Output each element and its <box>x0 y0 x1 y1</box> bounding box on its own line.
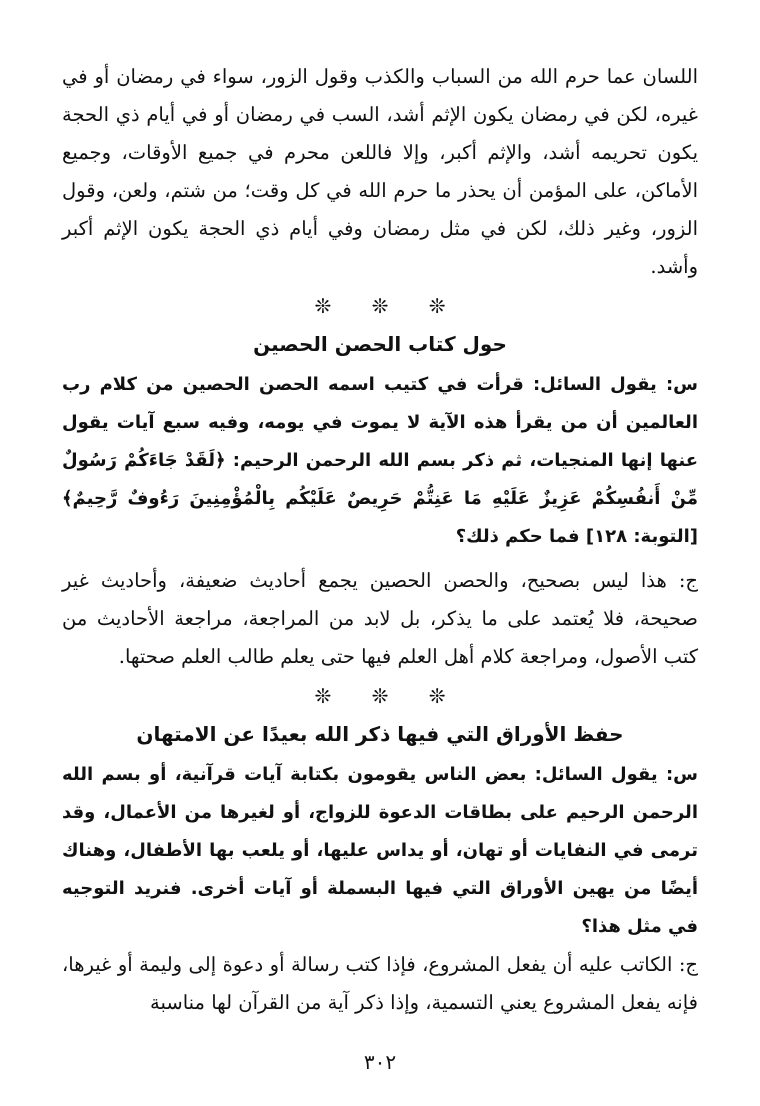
section-separator: ❊ ❊ ❊ <box>314 294 446 318</box>
section-heading-papers: حفظ الأوراق التي فيها ذكر الله بعيدًا عن الامتهان <box>136 722 624 746</box>
question-paragraph: س: يقول السائل: قرأت في كتيب اسمه الحصن الحصين من كلام رب العالمين أن من يقرأ هذه الآية لا يموت في يومه، وفيه سبع آيات يقول عنها إنها المنجيات، ثم ذكر بسم الله الرحمن الرحيم: ﴿لَقَدْ جَاءَكُمْ رَسُولٌ مِّنْ أَنفُسِكُمْ عَزِيزٌ عَلَيْهِ مَا عَنِتُّمْ حَرِيصٌ عَلَيْكُم بِالْمُؤْمِنِينَ رَءُوفٌ رَّحِيمٌ﴾ [التوبة: ١٢٨] فما حكم ذلك؟ <box>62 374 698 547</box>
question-paragraph: س: يقول السائل: بعض الناس يقومون بكتابة آيات قرآنية، أو بسم الله الرحمن الرحيم على بطاقات الدعوة للزواج، أو لغيرها من الأعمال، وقد ترمى في النفايات أو تهان، أو يداس عليها، أو يلعب بها الأطفال، وهناك أيضًا من يهين الأوراق التي فيها البسملة أو آيات أخرى. فنريد التوجيه في مثل هذا؟ <box>62 764 698 937</box>
section-heading-hisn: حول كتاب الحصن الحصين <box>253 332 507 356</box>
answer-paragraph: ج: هذا ليس بصحيح، والحصن الحصين يجمع أحاديث ضعيفة، وأحاديث غير صحيحة، فلا يُعتمد على ما يذكر، بل لابد من المراجعة، مراجعة الأحاديث من كتب الأصول، ومراجعة كلام أهل العلم فيها حتى يعلم طالب العلم صحتها. <box>62 569 698 668</box>
page-number: ٣٠٢ <box>363 1050 397 1074</box>
answer-paragraph: ج: الكاتب عليه أن يفعل المشروع، فإذا كتب رسالة أو دعوة إلى وليمة أو غيرها، فإنه يفعل المشروع يعني التسمية، وإذا ذكر آية من القرآن لها مناسبة <box>62 953 698 1014</box>
page-body <box>62 58 698 1022</box>
paragraph-continuation: اللسان عما حرم الله من السباب والكذب وقول الزور، سواء في رمضان أو في غيره، لكن في رمضان يكون الإثم أشد، السب في رمضان أو في أيام ذي الحجة يكون تحريمه أشد، والإثم أكبر، وإلا فاللعن محرم في جميع الأوقات، وجميع الأماكن، على المؤمن أن يحذر ما حرم الله في كل وقت؛ من شتم، ولعن، وقول الزور، وغير ذلك، لكن في مثل رمضان وفي أيام ذي الحجة يكون الإثم أكبر وأشد. <box>62 65 698 278</box>
section-separator: ❊ ❊ ❊ <box>314 684 446 708</box>
